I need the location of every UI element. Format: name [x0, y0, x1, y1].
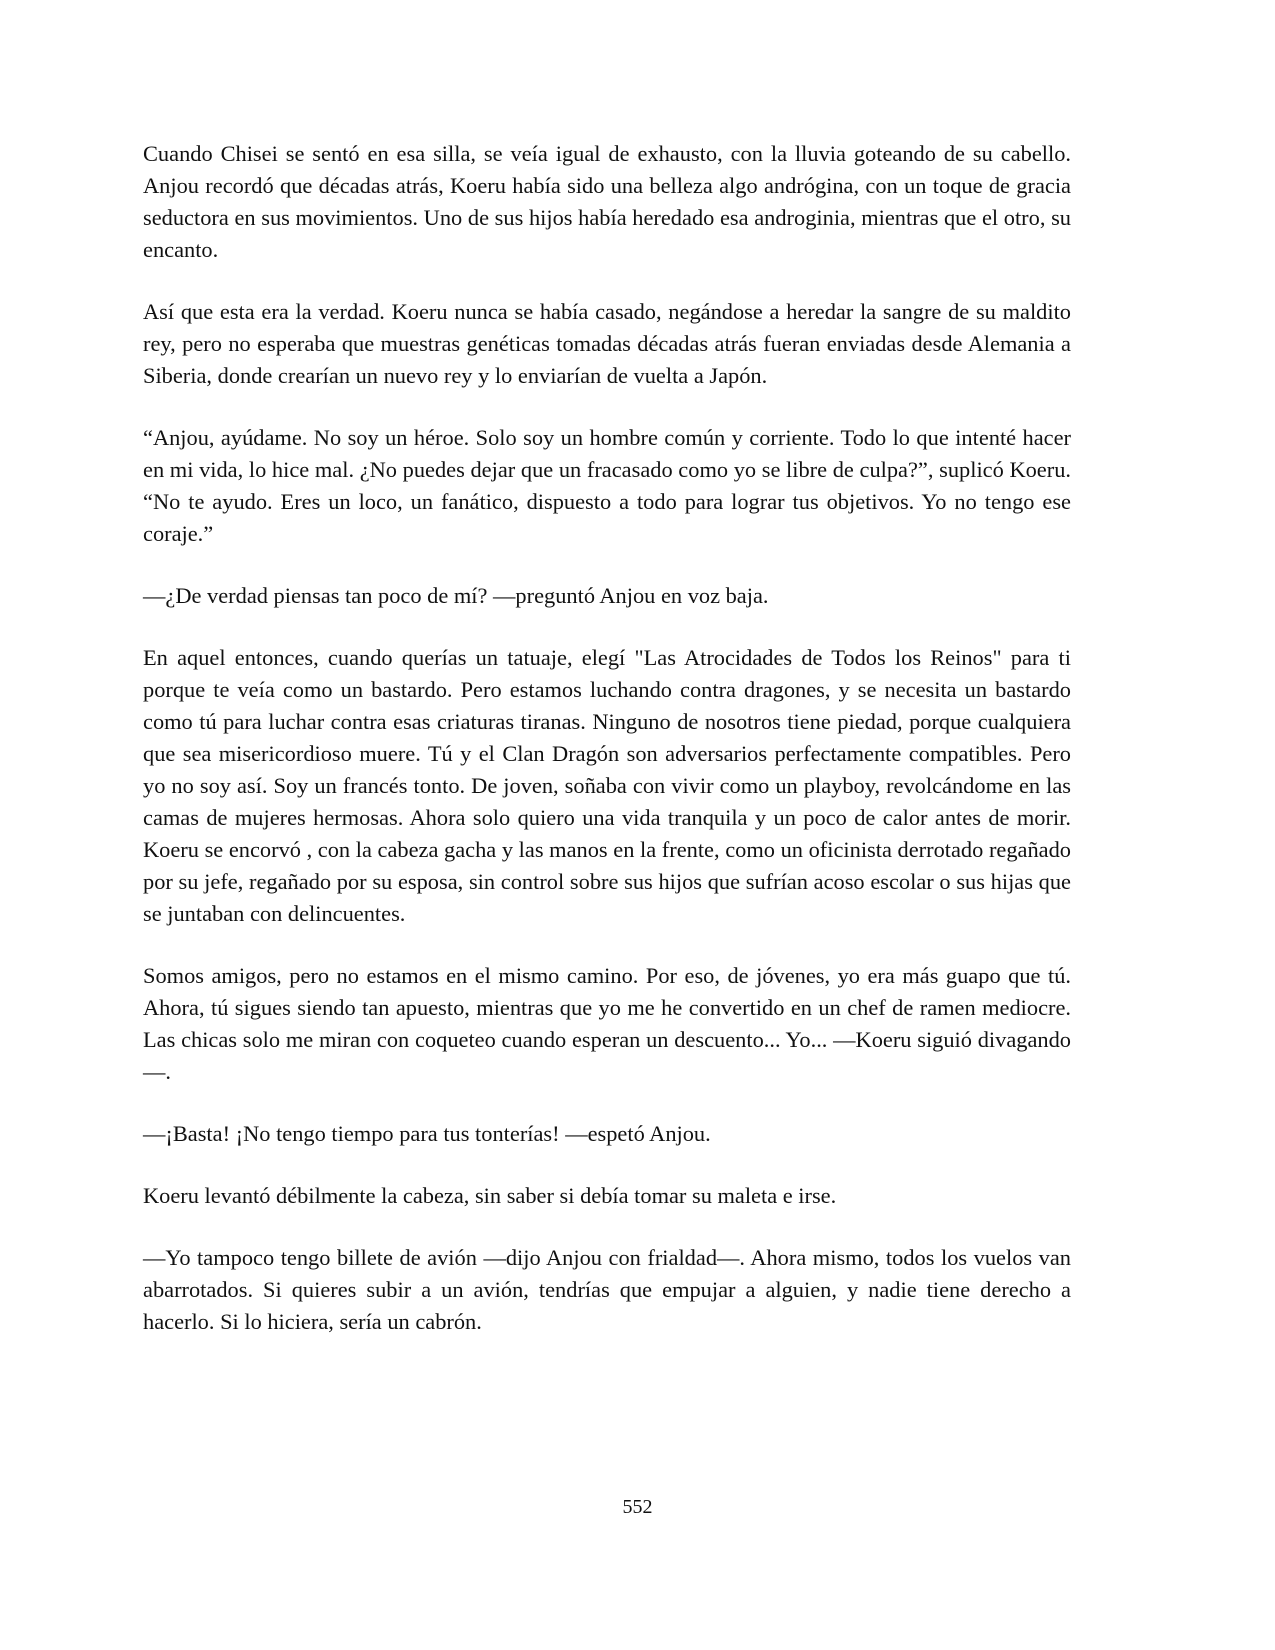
paragraph-6: Somos amigos, pero no estamos en el mismo camino. Por eso, de jóvenes, yo era más guapo que tú. Ahora, tú sigues siendo tan apuesto, mientras que yo me he convertido en un chef de ramen mediocre. Las chicas solo me miran con coqueteo cuando esperan un descuento... Yo... —Koeru siguió divagando—. [143, 963, 1071, 1084]
paragraph-4: —¿De verdad piensas tan poco de mí? —preguntó Anjou en voz baja. [143, 583, 769, 608]
page-body [143, 138, 1071, 1368]
page-number: 552 [622, 1496, 653, 1518]
paragraph-9: —Yo tampoco tengo billete de avión —dijo Anjou con frialdad—. Ahora mismo, todos los vuelos van abarrotados. Si quieres subir a un avión, tendrías que empujar a alguien, y nadie tiene derecho a hacerlo. Si lo hiciera, sería un cabrón. [143, 1245, 1071, 1334]
paragraph-7: —¡Basta! ¡No tengo tiempo para tus tonterías! —espetó Anjou. [143, 1121, 711, 1146]
paragraph-2: Así que esta era la verdad. Koeru nunca se había casado, negándose a heredar la sangre de su maldito rey, pero no esperaba que muestras genéticas tomadas décadas atrás fueran enviadas desde Alemania a Siberia, donde crearían un nuevo rey y lo enviarían de vuelta a Japón. [143, 299, 1071, 388]
paragraph-8: Koeru levantó débilmente la cabeza, sin saber si debía tomar su maleta e irse. [143, 1183, 837, 1208]
paragraph-1: Cuando Chisei se sentó en esa silla, se veía igual de exhausto, con la lluvia goteando de su cabello. Anjou recordó que décadas atrás, Koeru había sido una belleza algo andrógina, con un toque de gracia seductora en sus movimientos. Uno de sus hijos había heredado esa androginia, mientras que el otro, su encanto. [143, 141, 1071, 262]
paragraph-3: “Anjou, ayúdame. No soy un héroe. Solo soy un hombre común y corriente. Todo lo que intenté hacer en mi vida, lo hice mal. ¿No puedes dejar que un fracasado como yo se libre de culpa?”, suplicó Koeru. “No te ayudo. Eres un loco, un fanático, dispuesto a todo para lograr tus objetivos. Yo no tengo ese coraje.” [143, 425, 1071, 546]
paragraph-5: En aquel entonces, cuando querías un tatuaje, elegí "Las Atrocidades de Todos los Reinos" para ti porque te veía como un bastardo. Pero estamos luchando contra dragones, y se necesita un bastardo como tú para luchar contra esas criaturas tiranas. Ninguno de nosotros tiene piedad, porque cualquiera que sea misericordioso muere. Tú y el Clan Dragón son adversarios perfectamente compatibles. Pero yo no soy así. Soy un francés tonto. De joven, soñaba con vivir como un playboy, revolcándome en las camas de mujeres hermosas. Ahora solo quiero una vida tranquila y un poco de calor antes de morir. Koeru se encorvó , con la cabeza gacha y las manos en la frente, como un oficinista derrotado regañado por su jefe, regañado por su esposa, sin control sobre sus hijos que sufrían acoso escolar o sus hijas que se juntaban con delincuentes. [143, 645, 1071, 926]
